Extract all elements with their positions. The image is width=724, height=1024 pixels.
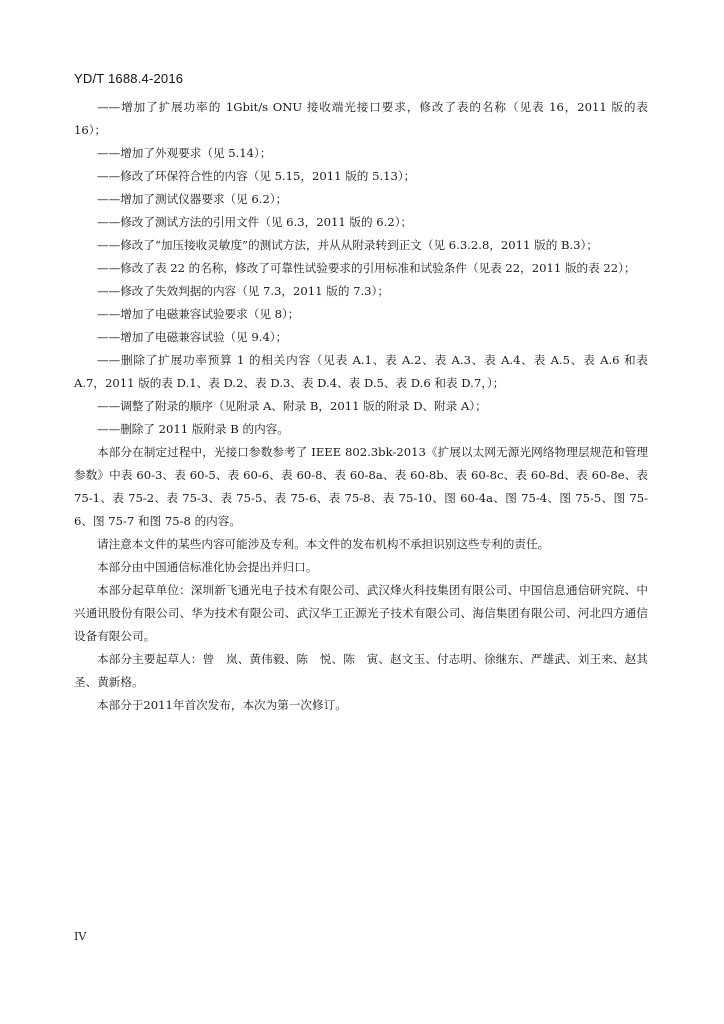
paragraph: ——增加了电磁兼容试验要求（见 8）；	[97, 307, 300, 321]
paragraph: ——修改了表 22 的名称，修改了可靠性试验要求的引用标准和试验条件（见表 22，2011 版的表 22）；	[97, 261, 636, 275]
paragraph: ——删除了 2011 版附录 B 的内容。	[97, 422, 289, 436]
paragraph: ——增加了外观要求（见 5.14）；	[97, 146, 272, 160]
paragraph: 本部分由中国通信标准化协会提出并归口。	[97, 560, 318, 574]
foreword-body	[74, 96, 648, 717]
paragraph: ——修改了“加压接收灵敏度”的测试方法，并从从附录转到正文（见 6.3.2.8，2011 版的 B.3）；	[97, 238, 598, 252]
paragraph: 请注意本文件的某些内容可能涉及专利。本文件的发布机构不承担识别这些专利的责任。	[97, 537, 550, 551]
document-code: YD/T 1688.4-2016	[74, 71, 184, 86]
paragraph: ——调整了附录的顺序（见附录 A、附录 B，2011 版的附录 D、附录 A）；	[97, 399, 487, 413]
paragraph: ——增加了电磁兼容试验（见 9.4）；	[97, 330, 288, 344]
paragraph: ——修改了环保符合性的内容（见 5.15，2011 版的 5.13）；	[97, 169, 416, 183]
paragraph: 本部分于2011年首次发布，本次为第一次修订。	[97, 698, 347, 712]
paragraph: ——修改了失效判据的内容（见 7.3，2011 版的 7.3）；	[97, 284, 389, 298]
page-number: IV	[74, 930, 87, 943]
paragraph: ——删除了扩展功率预算 1 的相关内容（见表 A.1、表 A.2、表 A.3、表 A.4、表 A.5、表 A.6 和表 A.7，2011 版的表 D.1、表 D.2、表 D.3、表 D.4、表 D.5、表 D.6 和表 D.7，）；	[74, 353, 648, 390]
paragraph: ——增加了测试仪器要求（见 6.2）；	[97, 192, 288, 206]
paragraph: ——修改了测试方法的引用文件（见 6.3，2011 版的 6.2）；	[97, 215, 413, 229]
paragraph: 本部分起草单位：深圳新飞通光电子技术有限公司、武汉烽火科技集团有限公司、中国信息通信研究院、中兴通讯股份有限公司、华为技术有限公司、武汉华工正源光子技术有限公司、海信集团有限公司、河北四方通信设备有限公司。	[74, 583, 648, 643]
paragraph: 本部分在制定过程中，光接口参数参考了 IEEE 802.3bk-2013《扩展以太网无源光网络物理层规范和管理参数》中表 60-3、表 60-5、表 60-6、表 60-8、表 60-8a、表 60-8b、表 60-8c、表 60-8d、表 60-8e、表 75-1、表 75-2、表 75-3、表 75-5、表 75-6、表 75-8、表 75-10、图 60-4a、图 75-4、图 75-5、图 75-6、图 75-7 和图 75-8 的内容。	[74, 445, 648, 528]
paragraph: 本部分主要起草人：曾 岚、黄伟毅、陈 悦、陈 寅、赵文玉、付志明、徐继东、严雄武、刘王来、赵其圣、黄新格。	[74, 652, 648, 689]
paragraph: ——增加了扩展功率的 1Gbit/s ONU 接收端光接口要求，修改了表的名称（见表 16，2011 版的表 16）；	[74, 100, 648, 137]
